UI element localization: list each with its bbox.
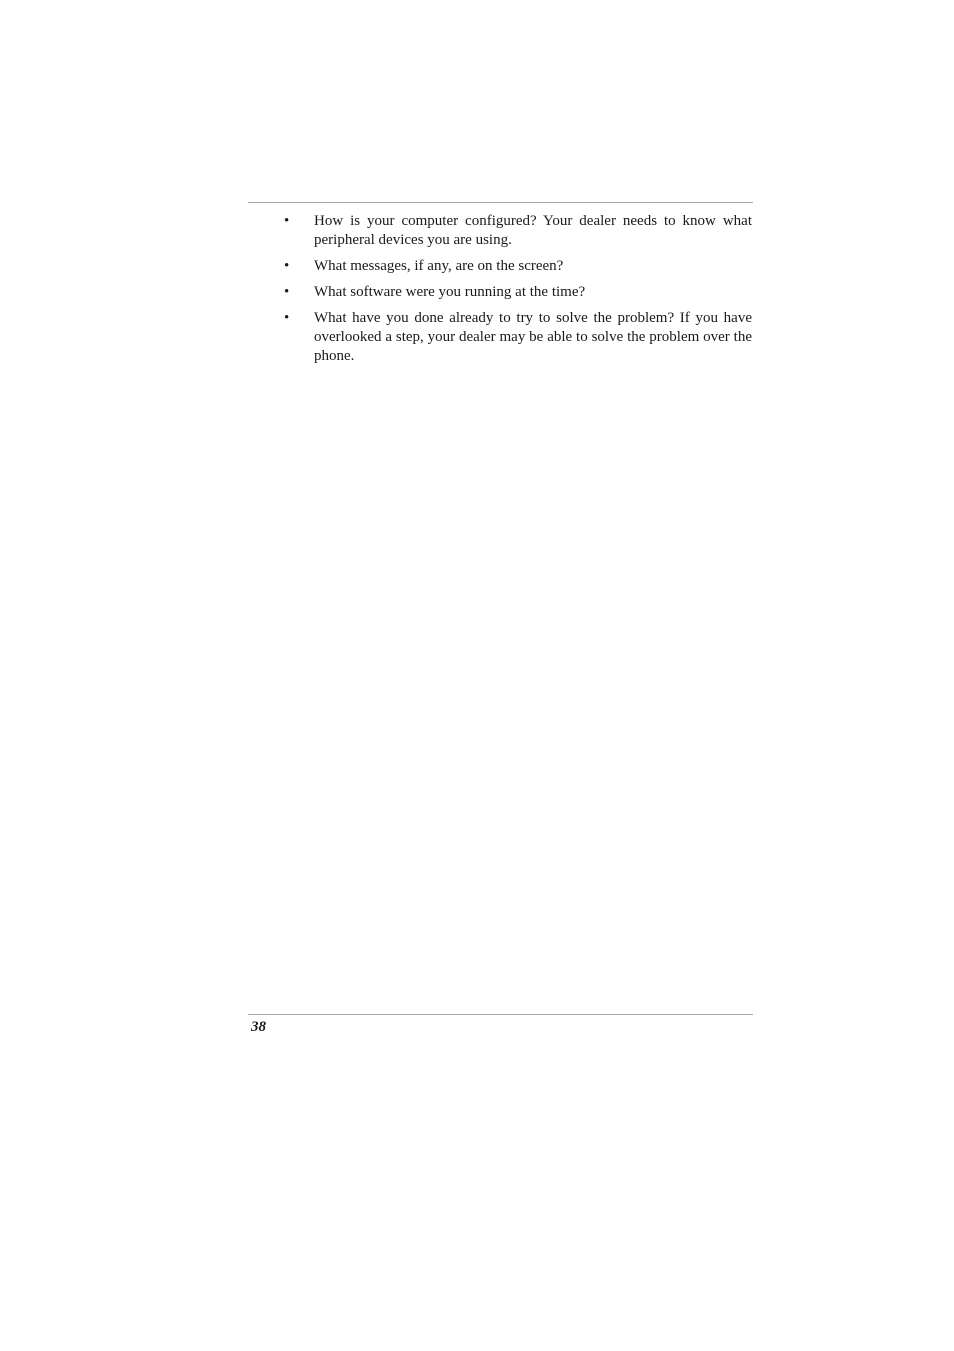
bullet-icon: •	[284, 310, 290, 326]
list-item	[282, 212, 752, 250]
bullet-icon: •	[284, 213, 290, 229]
list-item-text: What messages, if any, are on the screen?	[314, 258, 564, 274]
page-number: 38	[251, 1019, 266, 1035]
question-list	[282, 212, 752, 373]
list-item-text: What software were you running at the time?	[314, 284, 586, 300]
bullet-icon: •	[284, 284, 290, 300]
list-item	[282, 283, 752, 302]
footer-divider	[248, 1014, 753, 1015]
list-item-text: What have you done already to try to solve the problem? If you have overlooked a step, your dealer may be able to solve the problem over the phone.	[314, 310, 752, 364]
list-item	[282, 257, 752, 276]
bullet-icon: •	[284, 258, 290, 274]
header-divider	[248, 202, 753, 203]
list-item-text: How is your computer configured? Your dealer needs to know what peripheral devices you are using.	[314, 213, 752, 248]
list-item	[282, 309, 752, 366]
